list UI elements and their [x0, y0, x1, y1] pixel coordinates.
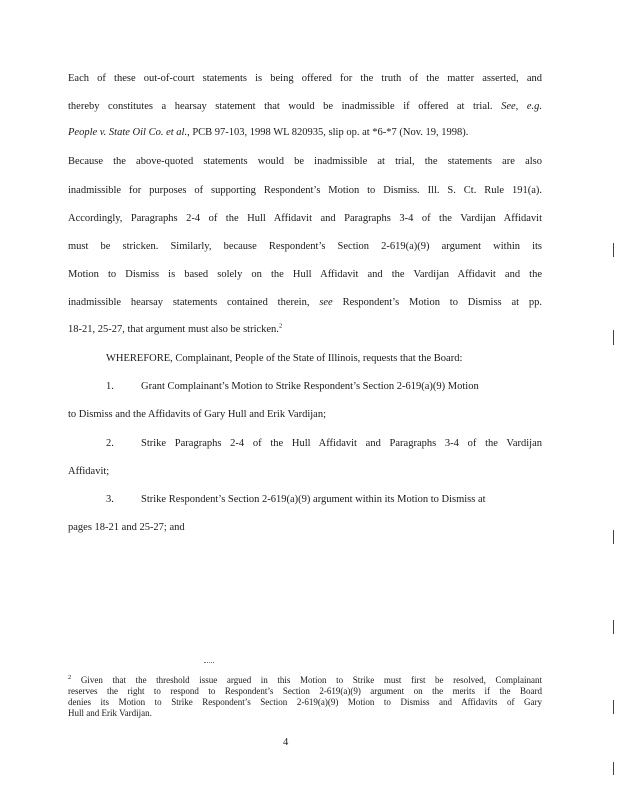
body-line-3 — [68, 126, 468, 140]
body-line-6: Accordingly, Paragraphs 2-4 of the Hull Affidavit and Paragraphs 3-4 of the Vardijan Affidavit — [68, 213, 542, 224]
item-1-number: 1. — [106, 381, 114, 392]
change-bar-6 — [613, 762, 614, 775]
body-line-10 — [68, 323, 282, 337]
item-2-number: 2. — [106, 438, 114, 449]
body-line-2-text: thereby constitutes a hearsay statement that would be inadmissible if offered at trial. — [68, 101, 493, 112]
item-2-cont: Affidavit; — [68, 466, 110, 477]
body-line-9-text: inadmissible hearsay statements contained therein, — [68, 297, 310, 308]
page-number: 4 — [283, 737, 289, 748]
body-line-5: inadmissible for purposes of supporting Respondent’s Motion to Dismiss. Ill. S. Ct. Rule 191(a). — [68, 185, 542, 196]
body-line-10-text: 18-21, 25-27, that argument must also be stricken. — [68, 324, 279, 335]
body-line-9 — [68, 296, 542, 310]
see-eg-signal: See, e.g. — [501, 101, 542, 112]
change-bar-2 — [613, 330, 614, 345]
item-3-text: Strike Respondent’s Section 2-619(a)(9) argument within its Motion to Dismiss at — [141, 494, 486, 505]
body-line-2 — [68, 100, 542, 114]
footnote-line-1 — [68, 675, 542, 686]
body-line-1: Each of these out-of-court statements is being offered for the truth of the matter asserted, and — [68, 73, 542, 84]
item-3-cont: pages 18-21 and 25-27; and — [68, 522, 185, 533]
body-line-7: must be stricken. Similarly, because Respondent’s Section 2-619(a)(9) argument within its — [68, 241, 542, 252]
item-3-number: 3. — [106, 494, 114, 505]
body-line-8: Motion to Dismiss is based solely on the Hull Affidavit and the Vardijan Affidavit and the — [68, 269, 542, 280]
body-line-4: Because the above-quoted statements would be inadmissible at trial, the statements are also — [68, 156, 542, 167]
item-2-text: Strike Paragraphs 2-4 of the Hull Affidavit and Paragraphs 3-4 of the Vardijan — [141, 438, 542, 449]
change-bar-1 — [613, 243, 614, 257]
citation-detail: , PCB 97-103, 1998 WL 820935, slip op. at *6-*7 (Nov. 19, 1998). — [187, 127, 469, 138]
change-bar-3 — [613, 530, 614, 544]
change-bar-5 — [613, 700, 614, 714]
footnote-ref: 2 — [278, 322, 283, 330]
wherefore-line: WHEREFORE, Complainant, People of the State of Illinois, requests that the Board: — [106, 353, 463, 364]
footnote-line-4: Hull and Erik Vardijan. — [68, 708, 152, 718]
see-signal: see — [319, 297, 333, 308]
item-1-text: Grant Complainant’s Motion to Strike Respondent’s Section 2-619(a)(9) Motion — [141, 381, 479, 392]
footnote-line-1-text: Given that the threshold issue argued in this Motion to Strike must first be resolved, Complainant — [80, 675, 542, 685]
item-1-cont: to Dismiss and the Affidavits of Gary Hull and Erik Vardijan; — [68, 409, 326, 420]
body-line-9-tail: Respondent’s Motion to Dismiss at pp. — [342, 297, 543, 308]
footnote-rule — [204, 662, 214, 663]
change-bar-4 — [613, 620, 614, 634]
footnote-line-3: denies its Motion to Strike Respondent’s Section 2-619(a)(9) Motion to Dismiss and Affidavits of Gary — [68, 697, 542, 707]
footnote-line-2: reserves the right to respond to Respondent’s Section 2-619(a)(9) argument on the merits if the Board — [68, 686, 542, 696]
footnote-marker: 2 — [68, 674, 72, 681]
case-citation: People v. State Oil Co. et al. — [68, 127, 188, 138]
